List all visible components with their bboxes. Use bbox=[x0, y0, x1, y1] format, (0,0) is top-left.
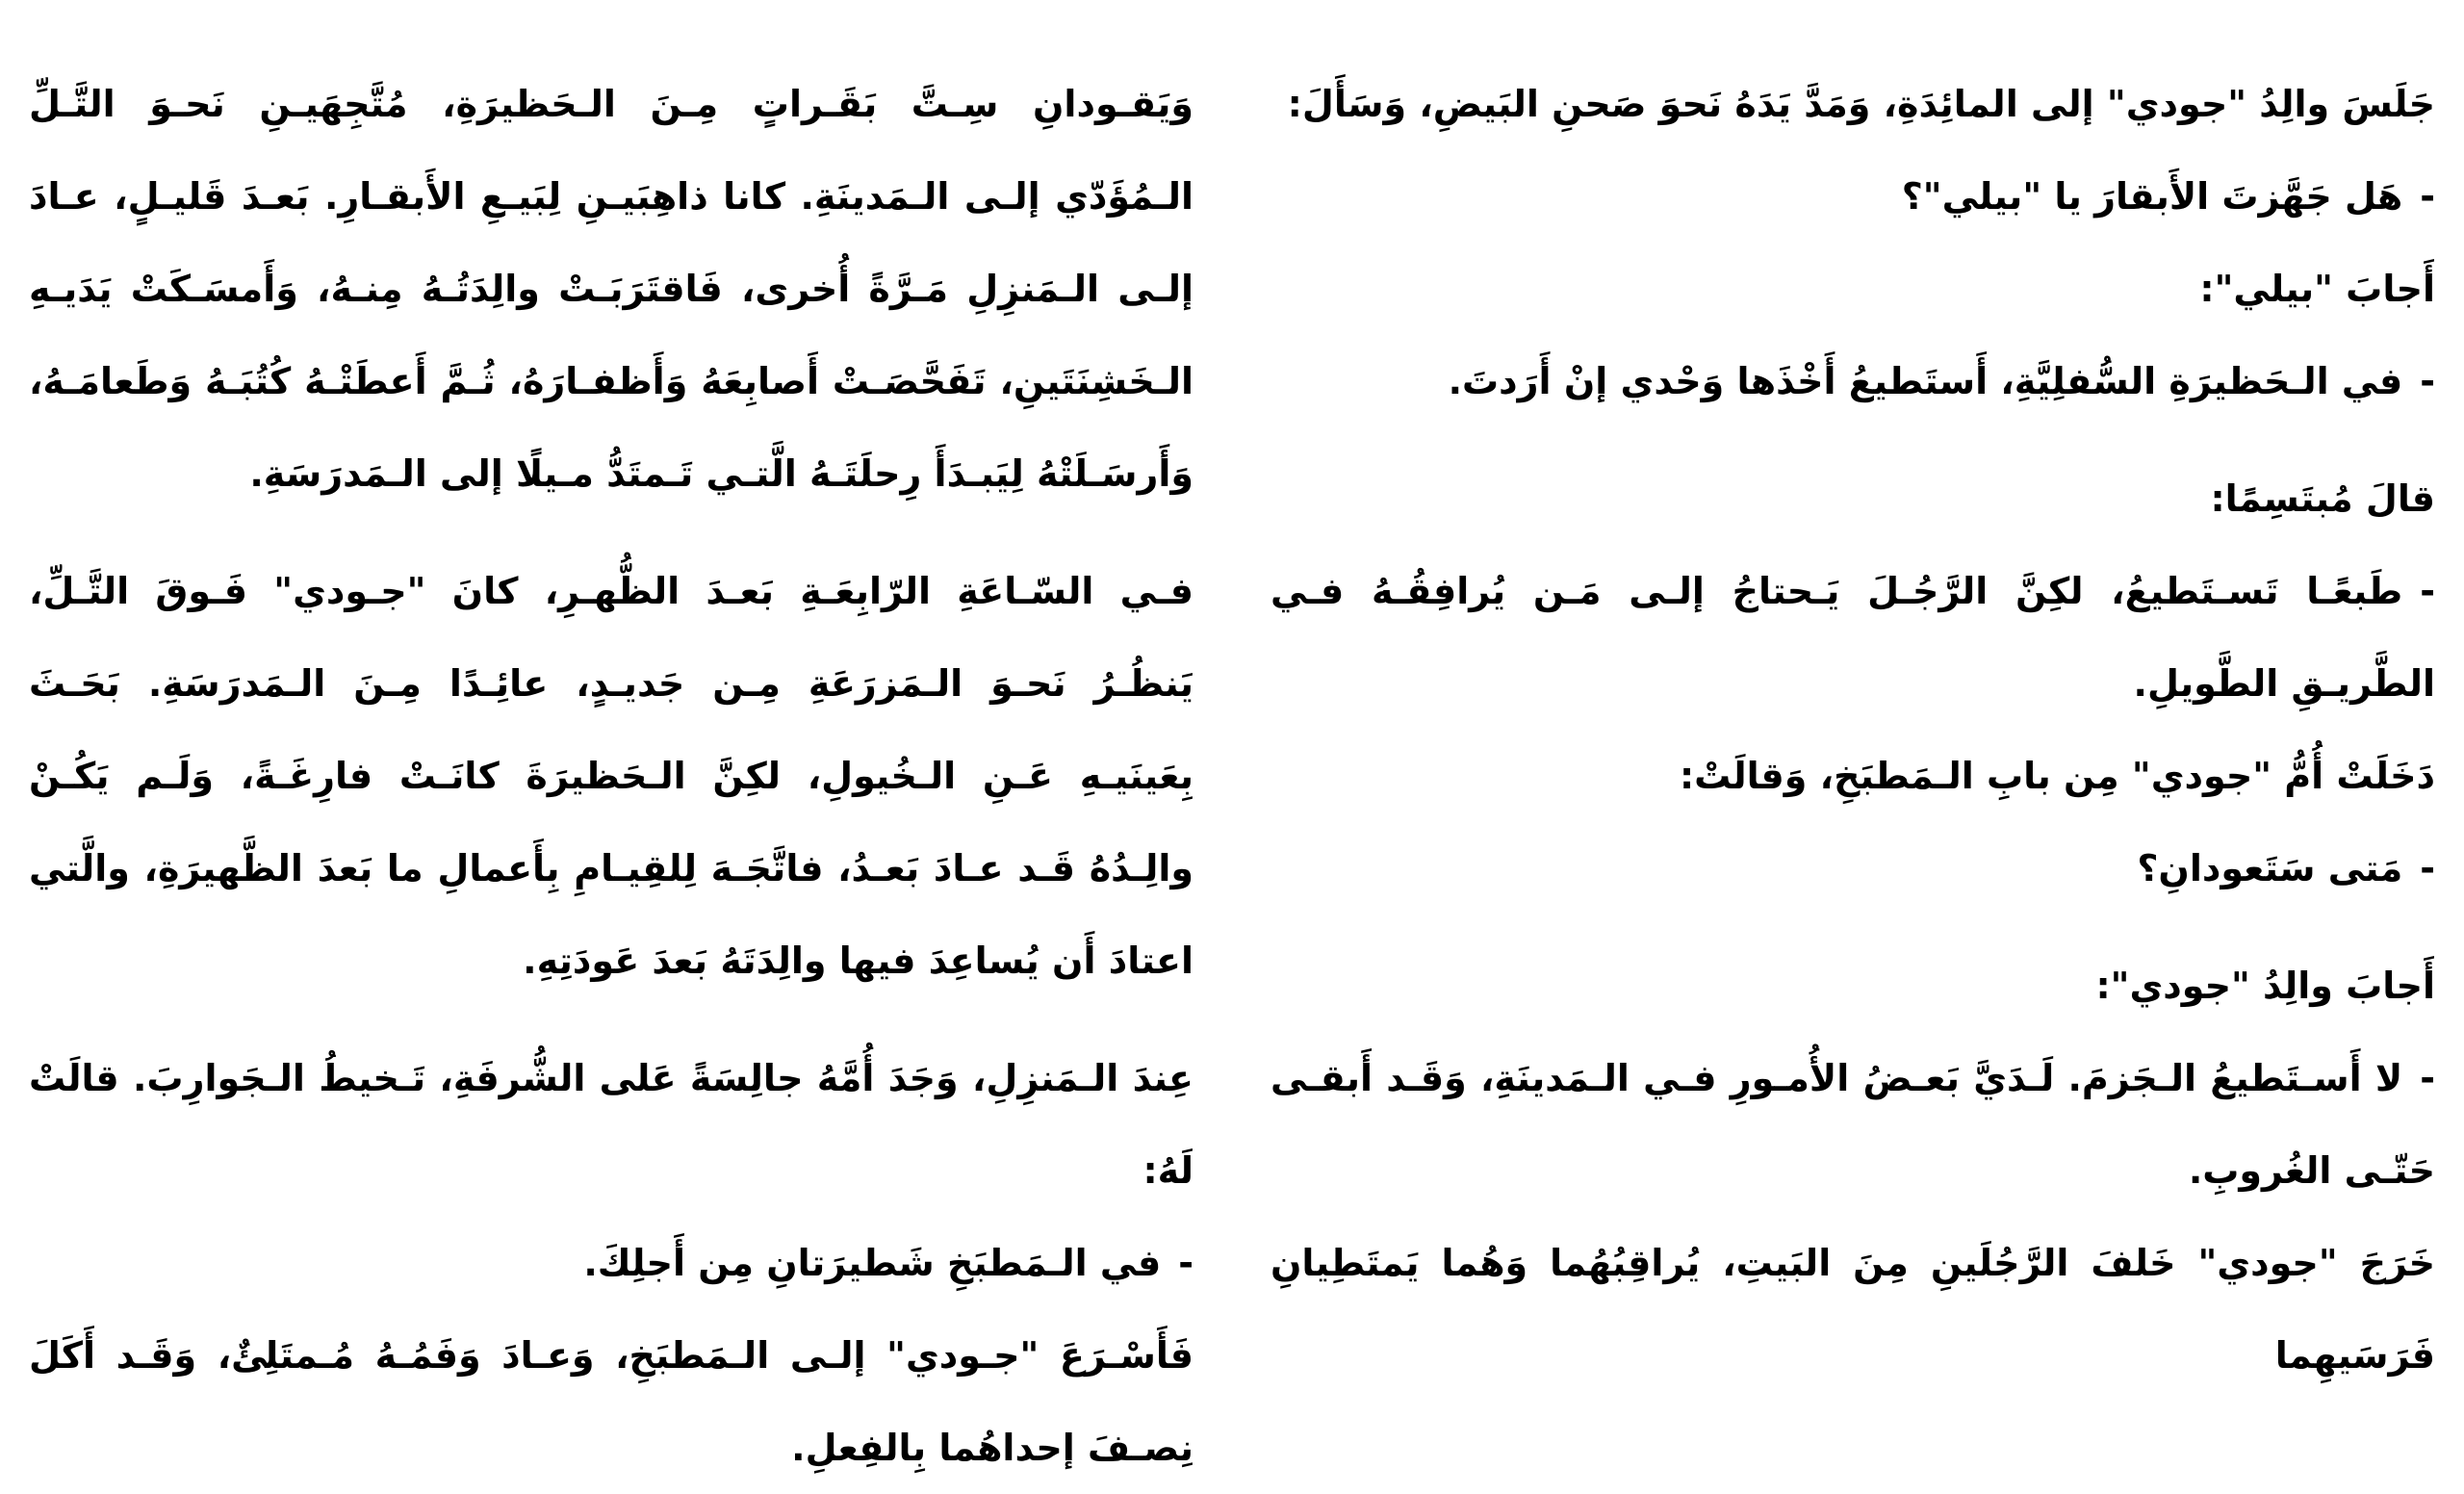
dialogue-dash: - bbox=[2420, 360, 2435, 402]
paragraph: أَجابَ والِدُ "جودي": bbox=[2095, 965, 2435, 1007]
paragraph: جَلَسَ والِدُ "جودي" إلى المائِدَةِ، وَمَدَّ يَدَهُ نَحوَ صَحنِ البَيضِ، وَسَأَلَ: bbox=[1287, 83, 2435, 125]
dialogue-text: لا أَسـتَطيعُ الـجَزمَ. لَـدَيَّ بَعـضُ الأُمـورِ فـي الـمَدينَةِ، وَقَـد أَبقـى حَتّـى الغُروبِ. bbox=[1270, 1057, 2435, 1192]
dialogue-dash: - bbox=[2420, 570, 2435, 612]
dialogue-line bbox=[1270, 335, 2435, 427]
paragraph: فـي السّـاعَةِ الرّابِعَـةِ بَعـدَ الظُّهـرِ، كانَ "جـودي" فَـوقَ التَّـلِّ، يَنظُـرُ نَحـوَ الـمَزرَعَةِ مِـن جَديـدٍ، عائِـدًا مِـنَ الـمَدرَسَةِ. بَحَـثَ بِعَينَيـهِ عَـنِ الـخُيولِ، لكِنَّ الـحَظيرَةَ كانَـتْ فارِغَـةً، وَلَـم يَكُـنْ والِـدُهُ قَـد عـادَ بَعـدُ، فاتَّجَـهَ لِلقِيـامِ بِأَعمالِ ما بَعدَ الظَّهيرَةِ، والَّتي اعتادَ أَن يُساعِدَ فيها والِدَتَهُ بَعدَ عَودَتِهِ. bbox=[29, 570, 1194, 982]
dialogue-dash: - bbox=[2420, 175, 2435, 218]
paragraph: وَيَقـودانِ سِـتَّ بَقَـراتٍ مِـنَ الـحَظيرَةِ، مُتَّجِهَيـنِ نَحـوَ التَّـلِّ الـمُؤَدّي إلـى الـمَدينَةِ. كانا ذاهِبَيـنِ لِبَيـعِ الأَبقـارِ. بَعـدَ قَليـلٍ، عـادَ إلـى الـمَنزِلِ مَـرَّةً أُخرى، فَاقتَرَبَـتْ والِدَتُـهُ مِنـهُ، وَأَمسَـكَتْ يَدَيـهِ الـخَشِنَتَينِ، تَفَحَّصَـتْ أَصابِعَهُ وَأَظفـارَهُ، ثُـمَّ أَعطَتْـهُ كُتُبَـهُ وَطَعامَـهُ، وَأَرسَـلَتْهُ لِيَبـدَأَ رِحلَتَـهُ الَّتـي تَـمتَدُّ مـيلًا إلى الـمَدرَسَةِ. bbox=[29, 83, 1194, 495]
dialogue-line bbox=[1270, 1032, 2435, 1217]
dialogue-dash: - bbox=[1178, 1242, 1194, 1284]
dialogue-text: هَل جَهَّزتَ الأَبقارَ يا "بيلي"؟ bbox=[1901, 175, 2403, 218]
paragraph: فَأَسْـرَعَ "جـودي" إلـى الـمَطبَخِ، وَعـادَ وَفَمُـهُ مُـمتَلِئٌ، وَقَـد أَكَلَ نِصـفَ إحداهُما بِالفِعلِ. bbox=[29, 1334, 1194, 1469]
paragraph: دَخَلَتْ أُمُّ "جودي" مِن بابِ الـمَطبَخِ، وَقالَتْ: bbox=[1679, 755, 2435, 797]
dialogue-dash: - bbox=[2420, 1057, 2435, 1099]
paragraph: قالَ مُبتَسِمًا: bbox=[2210, 477, 2435, 520]
right-column bbox=[1270, 58, 2435, 1402]
dialogue-line bbox=[1270, 545, 2435, 730]
paragraph: عِندَ الـمَنزِلِ، وَجَدَ أُمَّهُ جالِسَةً عَلى الشُّرفَةِ، تَـخيطُ الـجَوارِبَ. قالَتْ لَهُ: bbox=[29, 1057, 1194, 1192]
paragraph: خَرَجَ "جودي" خَلفَ الرَّجُلَينِ مِنَ البَيتِ، يُراقِبُهُما وَهُما يَمتَطِيانِ فَرَسَيهِما bbox=[1270, 1242, 2435, 1377]
dialogue-text: في الـمَطبَخِ شَطيرَتانِ مِن أَجلِكَ. bbox=[583, 1242, 1162, 1284]
dialogue-dash: - bbox=[2420, 847, 2435, 889]
dialogue-line bbox=[29, 1217, 1194, 1309]
dialogue-text: في الـحَظيرَةِ السُّفلِيَّةِ، أَستَطيعُ أَخْذَها وَحْدي إنْ أَرَدتَ. bbox=[1448, 360, 2403, 402]
dialogue-text: مَتى سَتَعودانِ؟ bbox=[2137, 847, 2403, 889]
paragraph: أَجابَ "بيلي": bbox=[2199, 268, 2435, 310]
left-column bbox=[29, 58, 1194, 1494]
dialogue-line bbox=[1270, 822, 2435, 914]
dialogue-line bbox=[1270, 150, 2435, 243]
dialogue-text: طَبعًـا تَسـتَطيعُ، لكِنَّ الرَّجُـلَ يَـحتاجُ إلـى مَـن يُرافِقُـهُ فـي الطَّريـقِ الطَّويلِ. bbox=[1270, 570, 2435, 705]
